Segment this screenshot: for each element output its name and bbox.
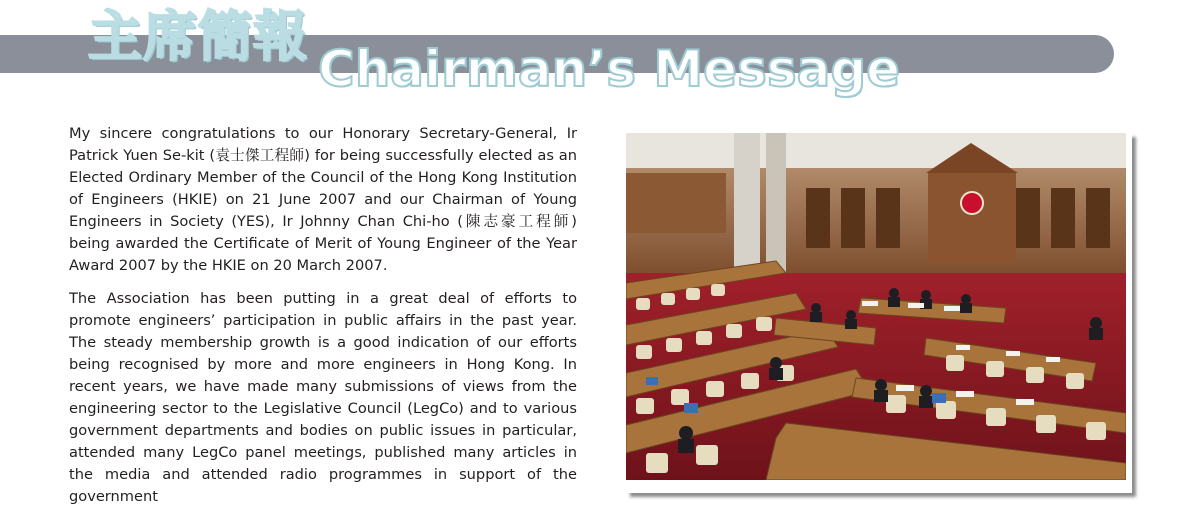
public-gallery [626,173,726,233]
ceiling [626,133,1126,173]
article-body [69,123,577,519]
article-paragraph: My sincere congratulations to our Honorary Secretary-General, Ir Patrick Yuen Se-kit (袁士傑工程師) for being successfully elected as an Elected Ordinary Member of the Council of the Hong Kong Institution of Engineers (HKIE) on 21 June 2007 and our Chairman of Young Engineers in Society (YES), Ir Johnny Chan Chi-ho (陳志豪工程師) being awarded the Certificate of Merit of Young Engineer of the Year Award 2007 by the HKIE on 20 March 2007. [69,125,577,274]
article-paragraph: The Association has been putting in a great deal of efforts to promote engineers’ participation in public affairs in the past year. The steady membership growth is a good indication of our efforts being recognised by more and more engineers in Hong Kong. In recent years, we have made many submissions of views from the engineering sector to the Legislative Council (LegCo) and to various government departments and bodies on public issues in particular, attended many LegCo panel meetings, published many articles in the media and attended radio programmes in support of the government [69,290,577,505]
regional-emblem-icon [961,192,983,214]
legislative-chamber-photo [626,133,1132,493]
president-backboard [928,173,1016,263]
chamber-photo-illustration [626,133,1126,480]
page-title-english: Chairman’s Message [318,40,901,98]
page-title-chinese: 主席簡報 [88,5,308,68]
column-left [734,133,760,283]
